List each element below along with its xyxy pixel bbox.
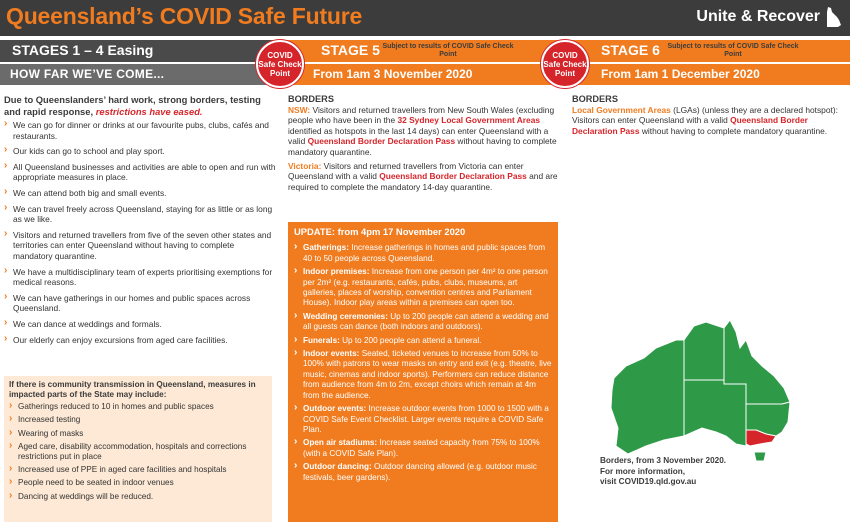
covid-safe-check-point-badge: COVID Safe Check Point bbox=[256, 40, 304, 88]
map-state-wa bbox=[611, 340, 684, 454]
list-item: › Indoor premises: Increase from one person per 4m² to one person per 2m² (e.g. restaurants, cafés, pubs, clubs, museums, art galleries, places of worship, convention centres and Parliament House). Indoor play areas within a premises can open too. bbox=[294, 267, 552, 309]
list-item: › Gatherings: Increase gatherings in homes and public spaces from 40 to 50 people across Queensland. bbox=[294, 243, 552, 264]
map-caption: Borders, from 3 November 2020. For more information, visit COVID19.qld.gov.au bbox=[600, 456, 727, 486]
stage-6-date-bar bbox=[566, 64, 850, 85]
list-item: › Wedding ceremonies: Up to 200 people can attend a wedding and all guests can dance (both indoors and outdoors). bbox=[294, 312, 552, 333]
intro-text: Due to Queenslanders’ hard work, strong borders, testing and rapid response, restrictions have eased. bbox=[4, 94, 261, 117]
stage-6-title: STAGE 6 bbox=[601, 42, 660, 58]
list-item: › Dancing at weddings will be reduced. bbox=[9, 492, 267, 502]
list-item: › Funerals: Up to 200 people can attend a funeral. bbox=[294, 336, 552, 346]
list-item: › We can go for dinner or drinks at our favourite pubs, clubs, cafés and restaurants. bbox=[4, 120, 276, 141]
list-item: › We have a multidisciplinary team of experts prioritising exemptions for medical reasons. bbox=[4, 267, 276, 288]
stage-5-title: STAGE 5 bbox=[321, 42, 380, 58]
lga-paragraph: Local Government Areas (LGAs) (unless they are a declared hotspot): Visitors can enter Queensland with a valid Queensland Border Declaration Pass without having to complete mandatory quarantine. bbox=[572, 104, 838, 136]
list-item: › Indoor events: Seated, ticketed venues to increase from 50% to 100% with patrons to wear masks on entry and exit (e.g. theatre, live music, cinemas and indoor sports). Performers can reduce distance from audience from 4m to 2m, except choirs which remain at 4m from the audience. bbox=[294, 349, 552, 401]
list-item: › Wearing of masks bbox=[9, 429, 267, 439]
nsw-paragraph: NSW: Visitors and returned travellers from New South Wales (excluding people who have been in the 32 Sydney Local Government Areas identified as hotspots in the last 14 days) can enter Queensland with a valid Queensland Border Declaration Pass without having to complete mandatory quarantine. bbox=[288, 104, 557, 157]
australia-border-map bbox=[606, 318, 816, 463]
queensland-map-icon bbox=[824, 6, 842, 28]
map-state-sa bbox=[684, 380, 746, 446]
stages-1-4-subtitle: HOW FAR WE’VE COME... bbox=[10, 67, 165, 81]
list-item: › Increased use of PPE in aged care facilities and hospitals bbox=[9, 465, 267, 475]
transmission-heading: If there is community transmission in Queensland, measures in impacted parts of the State may include: bbox=[9, 380, 256, 399]
map-state-nt bbox=[684, 322, 724, 380]
list-item: › We can dance at weddings and formals. bbox=[4, 319, 276, 330]
list-item: › Increased testing bbox=[9, 415, 267, 425]
list-item: › All Queensland businesses and activities are able to open and run with appropriate measures in place. bbox=[4, 162, 276, 183]
transmission-list bbox=[9, 402, 267, 502]
list-item: › Our kids can go to school and play sport. bbox=[4, 146, 276, 157]
header-bar bbox=[0, 0, 850, 36]
list-item: › We can attend both big and small events. bbox=[4, 188, 276, 199]
list-item: › Open air stadiums: Increase seated capacity from 75% to 100% (with a COVID Safe Plan). bbox=[294, 438, 552, 459]
stage-6-column bbox=[572, 94, 844, 139]
stages-1-4-column bbox=[4, 94, 276, 350]
borders-heading: BORDERS bbox=[572, 94, 618, 104]
achievements-list bbox=[4, 120, 276, 345]
stages-1-4-subbar bbox=[0, 64, 280, 85]
community-transmission-box bbox=[4, 376, 272, 522]
stage-5-date: From 1am 3 November 2020 bbox=[313, 67, 473, 81]
brand-tagline: Unite & Recover bbox=[696, 8, 820, 25]
list-item: › Visitors and returned travellers from five of the seven other states and territories can enter Queensland without having to complete mandatory quarantine. bbox=[4, 230, 276, 262]
list-item: › Our elderly can enjoy excursions from aged care facilities. bbox=[4, 335, 276, 346]
update-heading: UPDATE: from 4pm 17 November 2020 bbox=[294, 226, 466, 237]
list-item: › We can travel freely across Queensland, staying for as little or as long as we like. bbox=[4, 204, 276, 225]
victoria-paragraph: Victoria: Visitors and returned travellers from Victoria can enter Queensland with a valid Queensland Border Declaration Pass and are required to complete the mandatory 14-day quarantine. bbox=[288, 160, 558, 192]
stage-6-date: From 1am 1 December 2020 bbox=[601, 67, 760, 81]
stages-1-4-bar bbox=[0, 40, 280, 62]
list-item: › Aged care, disability accommodation, hospitals and corrections restrictions put in place bbox=[9, 442, 267, 462]
stages-1-4-title: STAGES 1 – 4 Easing bbox=[12, 42, 154, 58]
borders-heading: BORDERS bbox=[288, 94, 334, 104]
list-item: › Outdoor dancing: Outdoor dancing allowed (e.g. outdoor music festivals, beer gardens). bbox=[294, 462, 552, 483]
map-state-tas bbox=[754, 452, 766, 461]
stage-5-column bbox=[288, 94, 558, 195]
page-title: Queensland’s COVID Safe Future bbox=[6, 3, 363, 29]
covid-safe-check-point-badge: COVID Safe Check Point bbox=[541, 40, 589, 88]
stage-5-bar bbox=[283, 40, 563, 62]
stage-5-date-bar bbox=[283, 64, 563, 85]
update-list bbox=[294, 243, 552, 483]
list-item: › We can have gatherings in our homes and public spaces across Queensland. bbox=[4, 293, 276, 314]
stage-5-note: Subject to results of COVID Safe Check Point bbox=[382, 43, 514, 58]
stage-6-bar bbox=[566, 40, 850, 62]
list-item: › Outdoor events: Increase outdoor events from 1000 to 1500 with a COVID Safe Event Checklist. Larger events require a COVID Safe Plan. bbox=[294, 404, 552, 435]
stage-6-note: Subject to results of COVID Safe Check Point bbox=[667, 43, 799, 58]
list-item: › People need to be seated in indoor venues bbox=[9, 478, 267, 488]
update-box bbox=[288, 222, 558, 522]
list-item: › Gatherings reduced to 10 in homes and public spaces bbox=[9, 402, 267, 412]
